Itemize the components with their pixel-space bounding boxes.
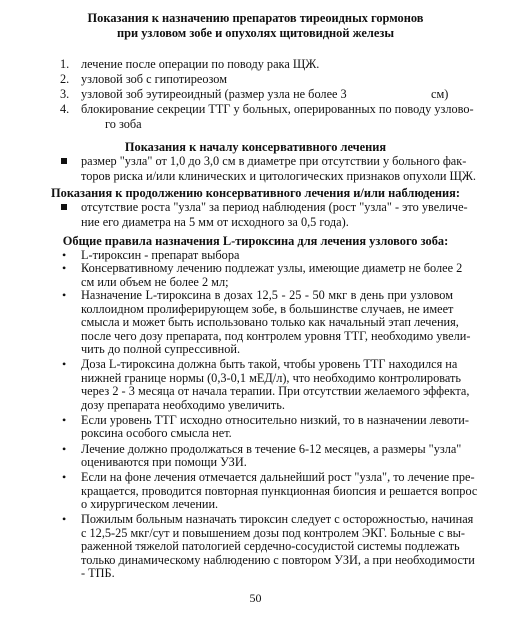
list-number: 4. xyxy=(60,102,70,116)
list-number: 2. xyxy=(60,72,70,86)
square-bullet-icon xyxy=(61,158,67,164)
bullet-line: Если уровень ТТГ исходно относительно низкий, то в назначении левоти- xyxy=(81,412,469,427)
bullet-line: дозу препарата необходимо увеличить. xyxy=(81,397,285,412)
bullet-line: Консервативному лечению подлежат узлы, имеющие диаметр не более 2 xyxy=(81,261,463,276)
list-item-text: узловой зоб с гипотиреозом xyxy=(81,72,227,86)
bullet-line: оцениваются при помощи УЗИ. xyxy=(81,454,247,469)
bullet-icon: • xyxy=(62,512,67,527)
bullet-line: через 2 - 3 месяца от начала терапии. При отсутствии желаемого эффекта, xyxy=(81,384,470,399)
title-line-1: Показания к назначению препаратов тиреоидных гормонов xyxy=(87,11,424,25)
bullet-line: см или объем не более 2 мл; xyxy=(81,274,229,289)
bullet-line: - ТПБ. xyxy=(81,566,115,580)
bullet-line: после чего дозу препарата, под контролем уровня ТТГ, необходимо увели- xyxy=(81,328,471,343)
bullet-line: коллоидном пролиферирующем зобе, в большинстве случаев, не имеет xyxy=(81,301,454,316)
section-heading: Показания к началу консервативного лечения xyxy=(124,140,387,154)
list-item-text-tail: см) xyxy=(431,87,449,101)
list-number: 1. xyxy=(60,57,70,71)
bullet-line: Назначение L-тироксина в дозах 12,5 - 25 - 50 мкг в день при узловом xyxy=(81,288,453,303)
bullet-line: с 12,5-25 мкг/сут и повышением дозы под контролем ЭКГ. Больные с вы- xyxy=(81,525,466,540)
bullet-line: смысла и может быть использовано только как начальный этап лечения, xyxy=(81,315,459,330)
list-item-text: лечение после операции по поводу рака ЩЖ. xyxy=(81,57,320,71)
title-line-2: при узловом зобе и опухолях щитовидной железы xyxy=(116,26,395,40)
bullet-icon: • xyxy=(62,441,67,456)
bullet-line: нижней границе нормы (0,3-0,1 мЕД/л), что необходимо контролировать xyxy=(81,370,461,385)
bullet-line: о хирургическом лечении. xyxy=(81,497,219,511)
section-heading: Показания к продолжению консервативного лечения и/или наблюдения: xyxy=(51,186,460,200)
bullet-icon: • xyxy=(62,288,67,303)
paragraph-line: торов риска и/или клинических и цитологических признаков опухоли ЩЖ. xyxy=(81,169,476,183)
page-number: 50 xyxy=(249,591,262,605)
bullet-icon: • xyxy=(62,412,67,427)
bullet-line: Доза L-тироксина должна быть такой, чтобы уровень ТТГ находился на xyxy=(81,357,458,372)
list-item-text: блокирование секреции ТТГ у больных, оперированных по поводу узлово- xyxy=(81,102,474,116)
bullet-icon: • xyxy=(62,357,67,372)
list-number: 3. xyxy=(60,87,70,101)
paragraph-line: ние его диаметра на 5 мм от исходного за 0,5 года). xyxy=(81,215,349,229)
bullet-line: роксина особого смысла нет. xyxy=(81,426,232,441)
bullet-icon: • xyxy=(62,248,67,262)
paragraph-line: отсутствие роста "узла" за период наблюдения (рост "узла" - это увеличе- xyxy=(81,200,468,214)
bullet-line: чить до полной супрессивной. xyxy=(81,342,241,357)
bullet-icon: • xyxy=(62,470,67,485)
bullet-icon: • xyxy=(62,261,67,276)
bullet-line: раженной тяжелой патологией сердечно-сосудистой системы подлежать xyxy=(81,539,460,554)
bullet-line: только динамическому наблюдению с повтором УЗИ, а при необходимости xyxy=(81,552,475,567)
bullet-line: L-тироксин - препарат выбора xyxy=(81,248,240,262)
bullet-line: Лечение должно продолжаться в течение 6-12 месяцев, а размеры "узла" xyxy=(81,441,462,456)
paragraph-line: размер "узла" от 1,0 до 3,0 см в диаметре при отсутствии у больного фак- xyxy=(81,154,467,168)
page-title xyxy=(0,11,511,41)
bullet-line: кращается, проводится повторная пункционная биопсия и решается вопрос xyxy=(81,483,478,498)
square-bullet-icon xyxy=(61,204,67,210)
bullet-line: Пожилым больным назначать тироксин следует с осторожностью, начиная xyxy=(81,512,474,527)
list-item-text: узловой зоб эутиреоидный (размер узла не более 3 xyxy=(81,87,347,101)
bullet-line: Если на фоне лечения отмечается дальнейший рост "узла", то лечение пре- xyxy=(81,470,475,485)
list-item-text: го зоба xyxy=(105,117,142,131)
section-heading: Общие правила назначения L-тироксина для лечения узлового зоба: xyxy=(62,234,449,248)
